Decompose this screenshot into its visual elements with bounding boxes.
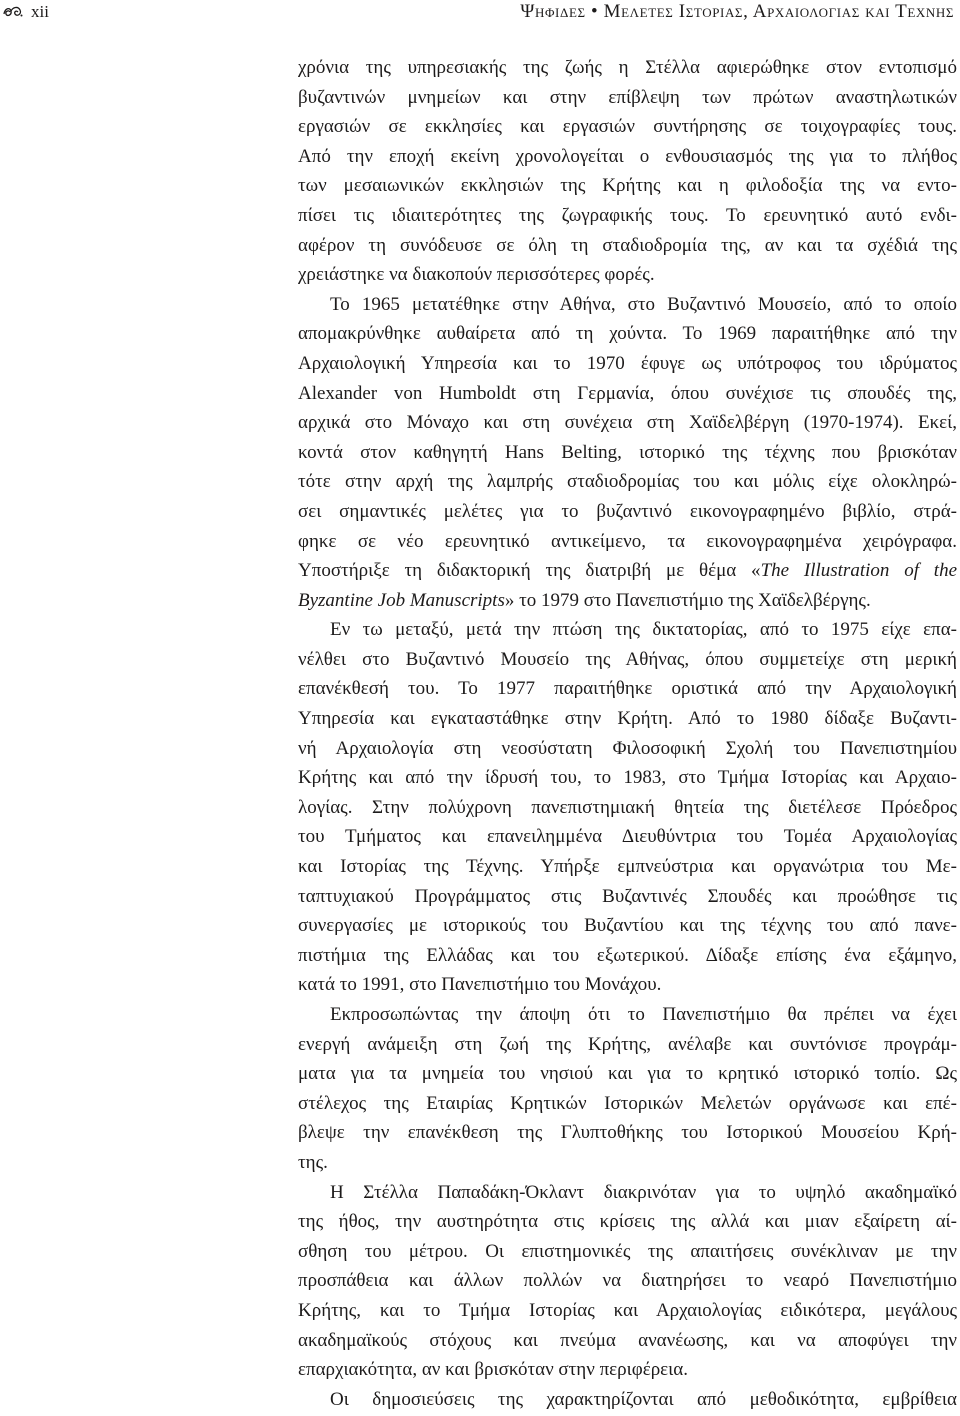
book-title-italic: Byzantine Job Manuscripts	[298, 589, 505, 611]
text-line: συνεργασίες με ιστορικούς του Βυζαντίου και της τέχνης του από πανε-	[298, 915, 957, 937]
page-number: xii	[31, 2, 49, 21]
text-line: ματα για τα μνημεία του νησιού και για το κρητικό ιστορικό τοπίο. Ως	[298, 1063, 957, 1085]
paragraph	[298, 1000, 957, 1178]
text-line: του Τμήματος και επανειλημμένα Διευθύντρια του Τομέα Αρχαιολογίας	[298, 826, 957, 848]
text-line: Alexander von Humboldt στη Γερμανία, όπου συνέχισε τις σπουδές της,	[298, 382, 957, 404]
text-line: χρόνια της υπηρεσιακής της ζωής η Στέλλα αφιερώθηκε στον εντοπισμό	[298, 57, 957, 78]
text-run: Υποστήριξε τη διδακτορική της διατριβή με θέμα «	[298, 560, 761, 582]
paragraph	[298, 615, 957, 1000]
text-line: των μεσαιωνικών εκκλησιών της Κρήτης και η φιλοδοξία της να εντο-	[298, 175, 957, 197]
text-line: φηκε σε νέο ερευνητικό αντικείμενο, τα εικονογραφημένα χειρόγραφα.	[298, 530, 957, 552]
text-line: Αρχαιολογική Υπηρεσία και το 1970 έφυγε ως υπότροφος του ιδρύματος	[298, 352, 957, 374]
text-line: επανέκθεσή του. Το 1977 παραιτήθηκε οριστικά από την Αρχαιολογική	[298, 678, 957, 700]
text-line: και Ιστορίας της Τέχνης. Υπήρξε εμπνεύστρια και οργανώτρια του Με-	[298, 856, 957, 878]
text-line: Οι δημοσιεύσεις της χαρακτηρίζονται από μεθοδικότητα, εμβρίθεια	[330, 1388, 957, 1410]
text-line: απομακρύνθηκε αυθαίρετα από τη χούντα. Το 1969 παραιτήθηκε από την	[298, 323, 957, 345]
text-line	[298, 556, 957, 586]
paragraph	[298, 290, 957, 616]
text-line: Κρήτης και από την ίδρυσή του, το 1983, στο Τμήμα Ιστορίας και Αρχαιο-	[298, 767, 957, 789]
text-line: βυζαντινών μνημείων και στην επίβλεψη των πρώτων αναστηλωτικών	[298, 86, 957, 108]
text-line: αρχικά στο Μόναχο και στη συνέχεια στη Χαϊδελβέργη (1970-1974). Εκεί,	[298, 412, 957, 434]
text-line: αφέρον τη συνόδευσε σε όλη τη σταδιοδρομία της, αν και τα σχέδιά της	[298, 234, 957, 256]
text-line: Από την εποχή εκείνη χρονολογείται ο ενθουσιασμός της για το πλήθος	[298, 145, 957, 167]
text-line: Εκπροσωπώντας την άποψη ότι το Πανεπιστήμιο θα πρέπει να έχει	[330, 1004, 957, 1025]
page-header-left	[3, 1, 49, 23]
paragraph	[298, 1178, 957, 1385]
text-line: προσπάθεια και άλλων πολλών να διατηρήσει το νεαρό Πανεπιστήμιο	[298, 1270, 957, 1292]
text-line: λογίας. Στην πολύχρονη πανεπιστημιακή θητεία της διετέλεσε Πρόεδρος	[298, 796, 957, 818]
book-title-italic: The Illustration of the	[760, 560, 957, 582]
text-run: » το 1979 στο Πανεπιστήμιο της Χαϊδελβέργης.	[504, 589, 871, 611]
text-line: ταπτυχιακού Προγράμματος στις Βυζαντινές Σπουδές και προώθησε τις	[298, 885, 957, 907]
text-line: στέλεχος της Εταιρίας Κρητικών Ιστορικών Μελετών οργάνωσε και επέ-	[298, 1092, 957, 1114]
text-line: Υπηρεσία και εγκαταστάθηκε στην Κρήτη. Από το 1980 δίδαξε Βυζαντι-	[298, 708, 957, 730]
text-line: εργασιών σε εκκλησίες και εργασιών συντήρησης σε τοιχογραφίες τους.	[298, 116, 957, 138]
fleuron-icon	[3, 5, 23, 19]
text-line: της ήθος, την αυστηρότητα στις κρίσεις της αλλά και μιαν εξαίρετη αί-	[298, 1211, 957, 1233]
text-line: ενεργή ανάμειξη στη ζωή της Κρήτης, ανέλαβε και συντόνισε προγράμ-	[298, 1033, 957, 1055]
text-line: σει σημαντικές μελέτες για το βυζαντινό εικονογραφημένο βιβλίο, στρά-	[298, 500, 957, 522]
text-line: της.	[298, 1151, 328, 1173]
text-line: ακαδημαϊκούς στόχους και πνεύμα ανανέωσης, και να αποφύγει την	[298, 1329, 957, 1351]
text-line: βλεψε την επανέκθεση της Γλυπτοθήκης του Ιστορικού Μουσείου Κρή-	[298, 1122, 957, 1144]
text-line: Η Στέλλα Παπαδάκη-Όκλαντ διακρινόταν για το υψηλό ακαδημαϊκό	[330, 1181, 957, 1203]
text-line: πιστήμια της Ελλάδας και του εξωτερικού. Δίδαξε επίσης ένα εξάμηνο,	[298, 944, 957, 966]
text-line: κατά το 1991, στο Πανεπιστήμιο του Μονάχου.	[298, 974, 662, 996]
text-line: Το 1965 μετατέθηκε στην Αθήνα, στο Βυζαντινό Μουσείο, από το οποίο	[330, 293, 957, 315]
text-line: πίσει τις ιδιαιτερότητες της ζωγραφικής τους. Το ερευνητικό αυτό ενδι-	[298, 204, 957, 226]
text-line: νή Αρχαιολογία στη νεοσύστατη Φιλοσοφική Σχολή του Πανεπιστημίου	[298, 737, 957, 759]
running-title: Ψηφιδες • Μελετες Ιστοριας, Αρχαιολογιας και Τεχνης	[520, 1, 954, 22]
text-line: τότε στην αρχή της λαμπρής σταδιοδρομίας του και μόλις είχε ολοκληρώ-	[298, 471, 957, 493]
text-line: χρειάστηκε να διακοπούν περισσότερες φορές.	[298, 264, 655, 286]
text-line: επαρχιακότητα, αν και βρισκόταν στην περιφέρεια.	[298, 1359, 688, 1381]
text-line	[298, 586, 957, 616]
text-line: νέλθει στο Βυζαντινό Μουσείο της Αθήνας, όπου συμμετείχε στη μερική	[298, 648, 957, 670]
paragraph	[298, 53, 957, 290]
body-text	[298, 53, 957, 1414]
text-line: κοντά στον καθηγητή Hans Belting, ιστορικό της τέχνης που βρισκόταν	[298, 441, 957, 463]
text-line: σθηση του μέτρου. Οι επιστημονικές της απαιτήσεις συνέκλιναν με την	[298, 1240, 957, 1262]
text-line: Κρήτης, και το Τμήμα Ιστορίας και Αρχαιολογίας ειδικότερα, μεγάλους	[298, 1299, 957, 1321]
paragraph	[298, 1385, 957, 1415]
text-line: Εν τω μεταξύ, μετά την πτώση της δικτατορίας, από το 1975 είχε επα-	[330, 619, 957, 641]
